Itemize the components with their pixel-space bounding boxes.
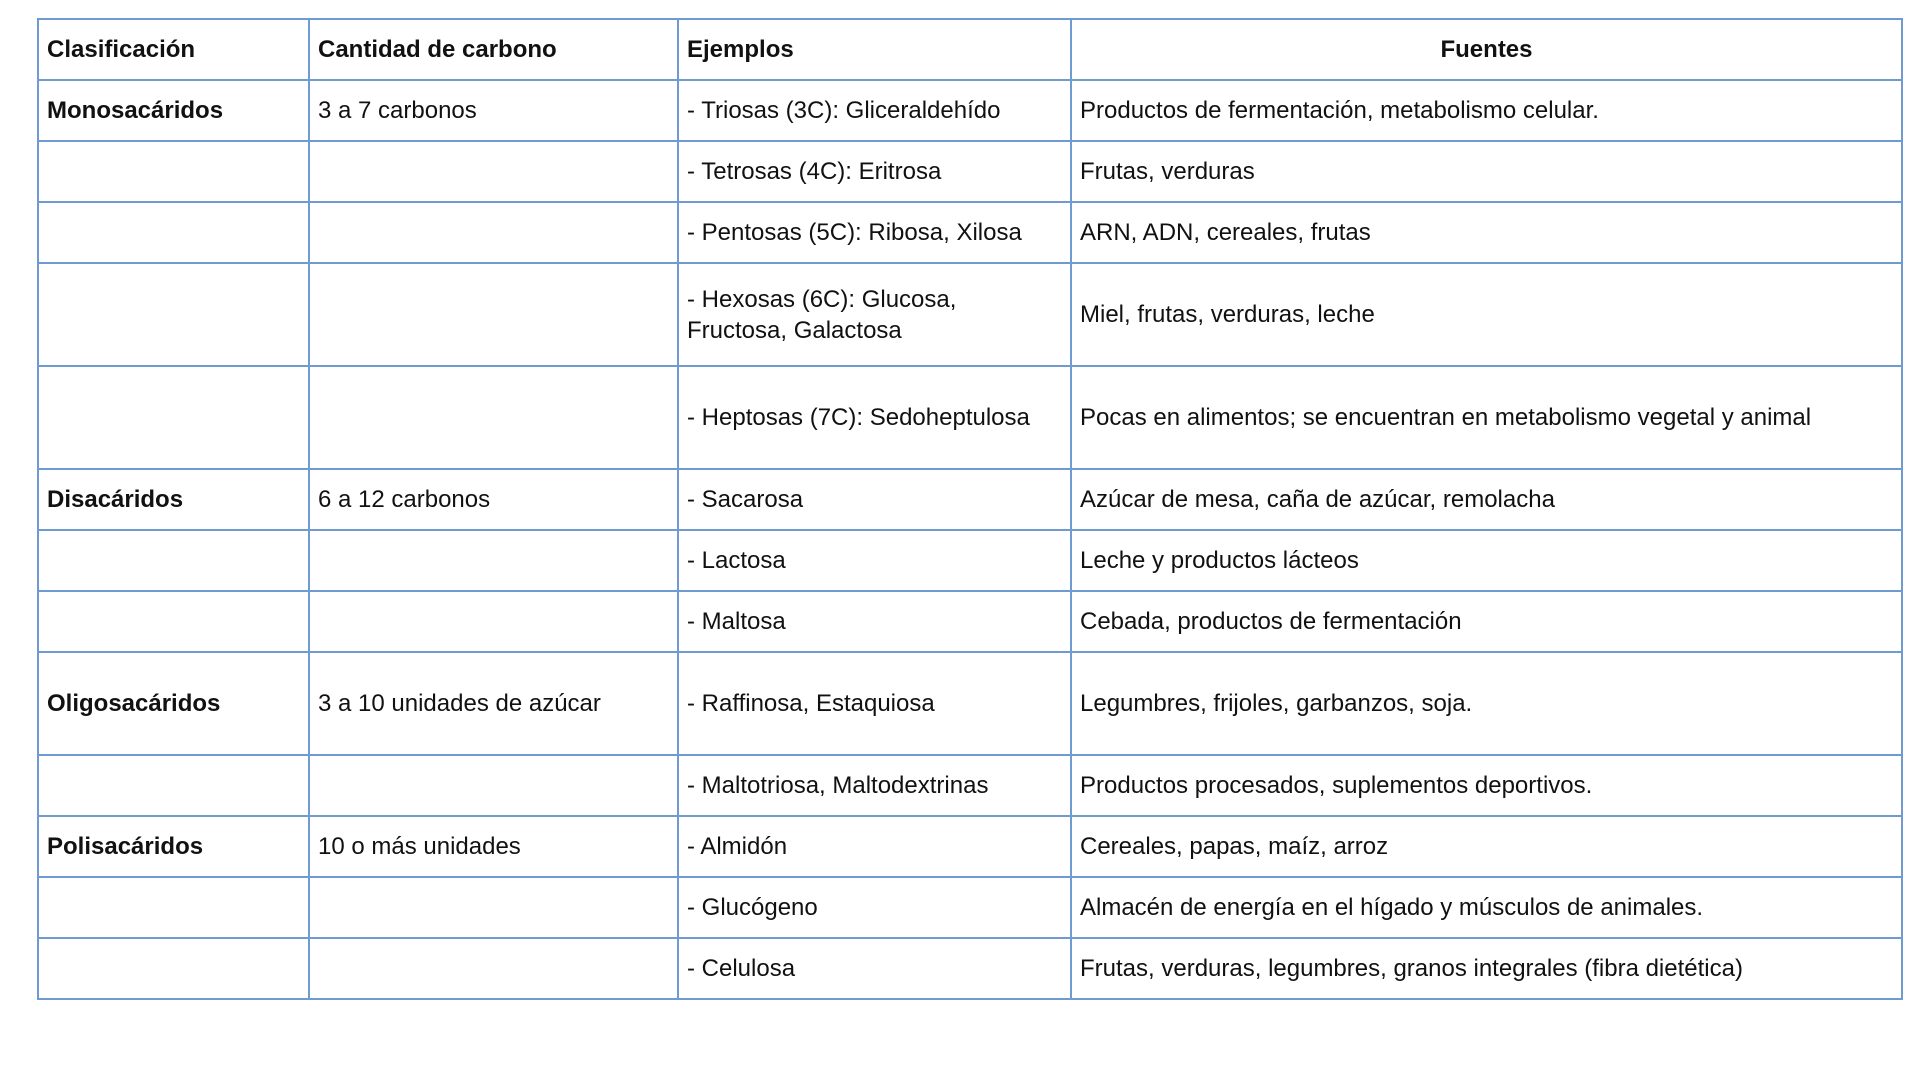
cell-fuentes: Frutas, verduras, legumbres, granos integrales (fibra dietética) bbox=[1071, 938, 1902, 999]
cell-ejemplos: - Lactosa bbox=[678, 530, 1071, 591]
table-row bbox=[38, 652, 1902, 755]
cell-carbono bbox=[309, 591, 678, 652]
header-cantidad-carbono: Cantidad de carbono bbox=[309, 19, 678, 80]
cell-carbono: 6 a 12 carbonos bbox=[309, 469, 678, 530]
table-row bbox=[38, 816, 1902, 877]
table-row bbox=[38, 141, 1902, 202]
cell-carbono bbox=[309, 877, 678, 938]
cell-carbono: 3 a 7 carbonos bbox=[309, 80, 678, 141]
table-row bbox=[38, 755, 1902, 816]
cell-carbono bbox=[309, 202, 678, 263]
carbohydrate-classification-table bbox=[37, 18, 1903, 1000]
cell-ejemplos: - Sacarosa bbox=[678, 469, 1071, 530]
cell-ejemplos: - Triosas (3C): Gliceraldehído bbox=[678, 80, 1071, 141]
cell-fuentes: Almacén de energía en el hígado y músculos de animales. bbox=[1071, 877, 1902, 938]
cell-clasificacion bbox=[38, 202, 309, 263]
cell-carbono bbox=[309, 141, 678, 202]
cell-clasificacion: Disacáridos bbox=[38, 469, 309, 530]
cell-ejemplos: - Pentosas (5C): Ribosa, Xilosa bbox=[678, 202, 1071, 263]
cell-fuentes: Leche y productos lácteos bbox=[1071, 530, 1902, 591]
cell-clasificacion bbox=[38, 263, 309, 366]
cell-carbono bbox=[309, 755, 678, 816]
cell-fuentes: Productos de fermentación, metabolismo celular. bbox=[1071, 80, 1902, 141]
cell-ejemplos: - Maltotriosa, Maltodextrinas bbox=[678, 755, 1071, 816]
cell-clasificacion: Oligosacáridos bbox=[38, 652, 309, 755]
cell-carbono bbox=[309, 263, 678, 366]
cell-fuentes: Pocas en alimentos; se encuentran en metabolismo vegetal y animal bbox=[1071, 366, 1902, 469]
cell-fuentes: Frutas, verduras bbox=[1071, 141, 1902, 202]
cell-fuentes: Miel, frutas, verduras, leche bbox=[1071, 263, 1902, 366]
cell-fuentes: Cereales, papas, maíz, arroz bbox=[1071, 816, 1902, 877]
cell-ejemplos: - Celulosa bbox=[678, 938, 1071, 999]
header-clasificacion: Clasificación bbox=[38, 19, 309, 80]
cell-clasificacion bbox=[38, 938, 309, 999]
cell-carbono bbox=[309, 366, 678, 469]
table-row bbox=[38, 366, 1902, 469]
cell-fuentes: ARN, ADN, cereales, frutas bbox=[1071, 202, 1902, 263]
cell-clasificacion: Monosacáridos bbox=[38, 80, 309, 141]
cell-ejemplos: - Hexosas (6C): Glucosa, Fructosa, Galactosa bbox=[678, 263, 1071, 366]
cell-ejemplos: - Glucógeno bbox=[678, 877, 1071, 938]
table-header-row bbox=[38, 19, 1902, 80]
cell-carbono bbox=[309, 530, 678, 591]
cell-ejemplos: - Heptosas (7C): Sedoheptulosa bbox=[678, 366, 1071, 469]
table-row bbox=[38, 469, 1902, 530]
cell-carbono bbox=[309, 938, 678, 999]
cell-clasificacion: Polisacáridos bbox=[38, 816, 309, 877]
cell-clasificacion bbox=[38, 530, 309, 591]
table-row bbox=[38, 877, 1902, 938]
header-ejemplos: Ejemplos bbox=[678, 19, 1071, 80]
table-row bbox=[38, 938, 1902, 999]
cell-ejemplos: - Raffinosa, Estaquiosa bbox=[678, 652, 1071, 755]
table-row bbox=[38, 591, 1902, 652]
cell-clasificacion bbox=[38, 141, 309, 202]
cell-carbono: 3 a 10 unidades de azúcar bbox=[309, 652, 678, 755]
cell-clasificacion bbox=[38, 591, 309, 652]
cell-clasificacion bbox=[38, 366, 309, 469]
cell-ejemplos: - Maltosa bbox=[678, 591, 1071, 652]
cell-carbono: 10 o más unidades bbox=[309, 816, 678, 877]
cell-fuentes: Azúcar de mesa, caña de azúcar, remolacha bbox=[1071, 469, 1902, 530]
table-row bbox=[38, 530, 1902, 591]
table-row bbox=[38, 263, 1902, 366]
cell-fuentes: Legumbres, frijoles, garbanzos, soja. bbox=[1071, 652, 1902, 755]
cell-ejemplos: - Tetrosas (4C): Eritrosa bbox=[678, 141, 1071, 202]
header-fuentes: Fuentes bbox=[1071, 19, 1902, 80]
cell-fuentes: Productos procesados, suplementos deportivos. bbox=[1071, 755, 1902, 816]
cell-clasificacion bbox=[38, 877, 309, 938]
cell-clasificacion bbox=[38, 755, 309, 816]
cell-ejemplos: - Almidón bbox=[678, 816, 1071, 877]
table-row bbox=[38, 80, 1902, 141]
table-row bbox=[38, 202, 1902, 263]
cell-fuentes: Cebada, productos de fermentación bbox=[1071, 591, 1902, 652]
